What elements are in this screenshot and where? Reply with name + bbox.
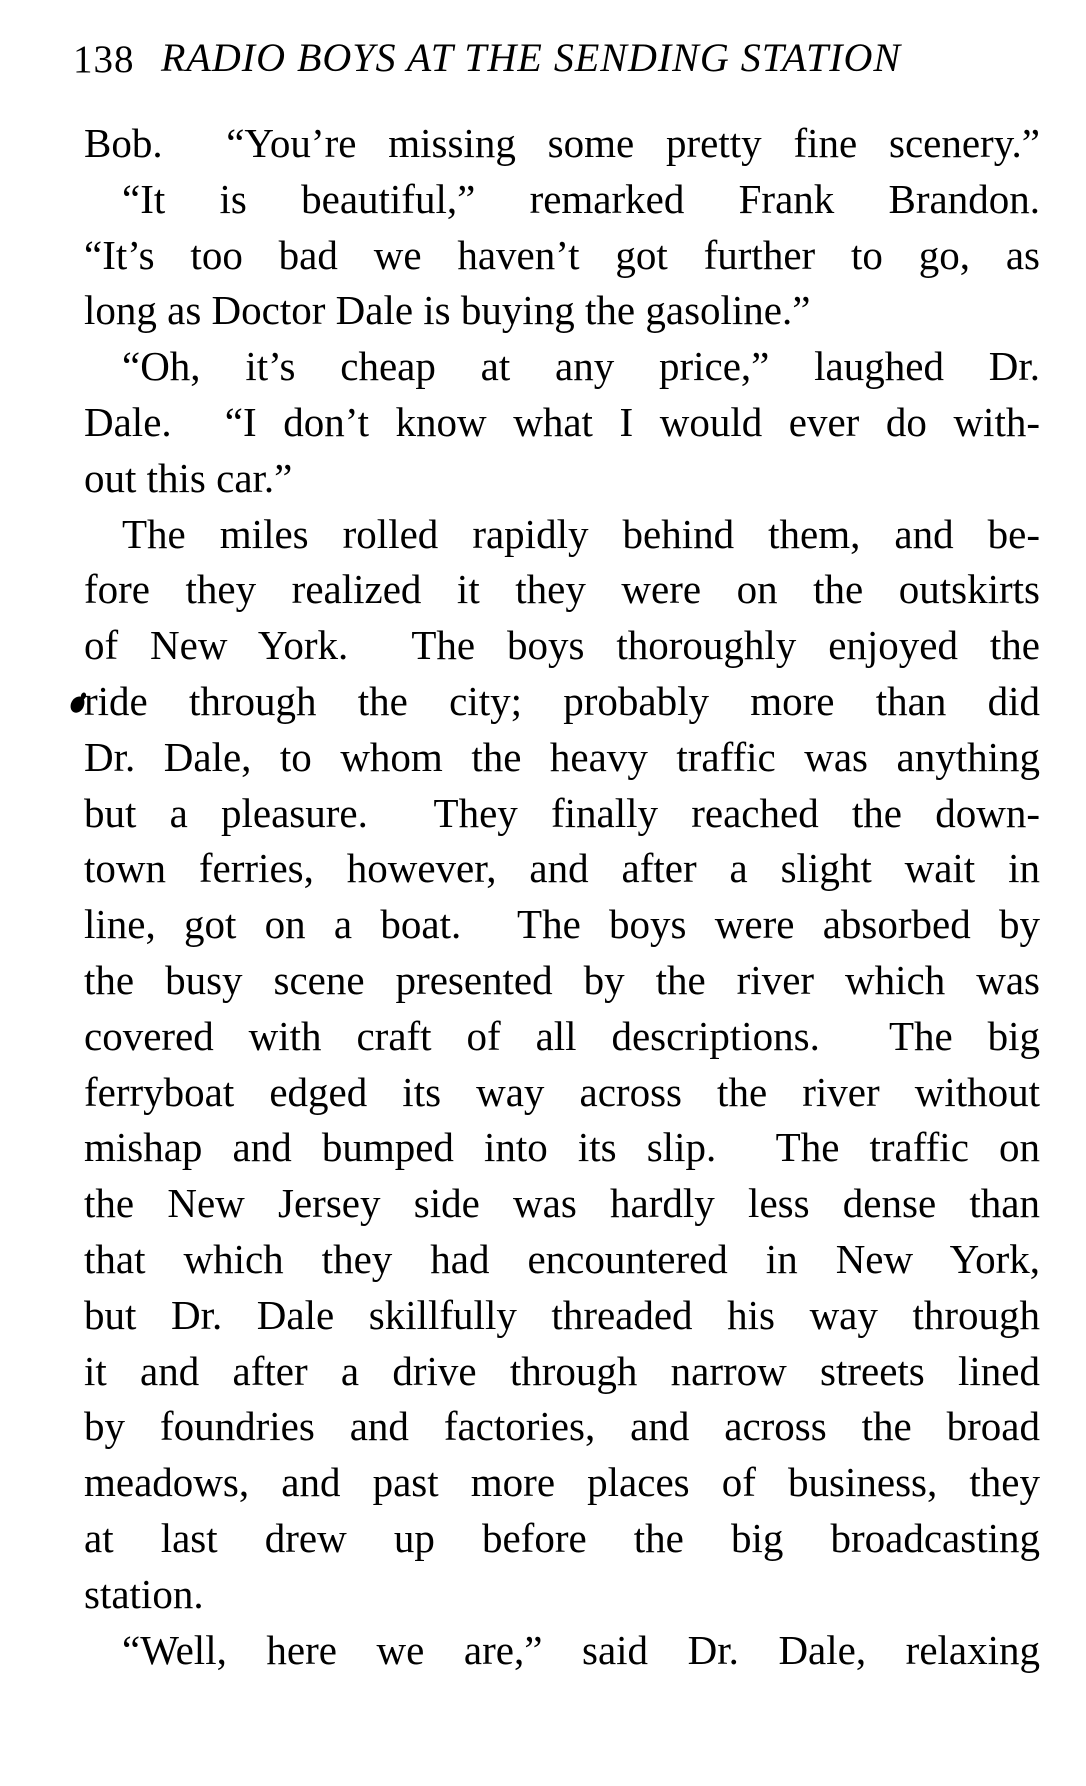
text-line: but Dr. Dale skillfully threaded his way through — [84, 1291, 1040, 1338]
text-line: “It is beautiful,” remarked Frank Brandon. — [122, 175, 1040, 222]
text-line: Dr. Dale, to whom the heavy traffic was anything — [84, 733, 1040, 780]
text-line: fore they realized it they were on the outskirts — [84, 566, 1040, 613]
running-head — [73, 36, 1046, 84]
text-line: station. — [84, 1570, 204, 1617]
text-line: meadows, and past more places of business, they — [84, 1459, 1040, 1506]
text-line: out this car.” — [84, 454, 293, 501]
text-line: at last drew up before the big broadcasting — [84, 1514, 1040, 1561]
text-line: the New Jersey side was hardly less dense than — [84, 1180, 1040, 1227]
text-line: by foundries and factories, and across the broad — [84, 1403, 1040, 1450]
text-line: “It’s too bad we haven’t got further to go, as — [84, 231, 1040, 278]
text-line: ride through the city; probably more than did — [84, 677, 1040, 724]
text-line: The miles rolled rapidly behind them, and be- — [122, 510, 1040, 557]
running-title: RADIO BOYS AT THE SENDING STATION — [161, 35, 902, 80]
page-body-text — [84, 116, 1040, 1678]
text-line: the busy scene presented by the river which was — [84, 956, 1040, 1003]
text-line: covered with craft of all descriptions. The big — [84, 1012, 1040, 1059]
text-line: that which they had encountered in New York, — [84, 1235, 1040, 1282]
text-line: Bob. “You’re missing some pretty fine scenery.” — [84, 120, 1040, 166]
text-line: town ferries, however, and after a slight wait in — [84, 845, 1040, 892]
text-line: line, got on a boat. The boys were absorbed by — [84, 901, 1040, 948]
text-line: ferryboat edged its way across the river without — [84, 1068, 1040, 1115]
text-line: “Oh, it’s cheap at any price,” laughed Dr. — [122, 343, 1040, 390]
text-line: it and after a drive through narrow streets lined — [84, 1347, 1040, 1394]
text-line: “Well, here we are,” said Dr. Dale, relaxing — [122, 1626, 1040, 1673]
text-line: mishap and bumped into its slip. The traffic on — [84, 1124, 1040, 1171]
page-number: 138 — [73, 38, 135, 81]
text-line: of New York. The boys thoroughly enjoyed the — [84, 622, 1040, 669]
text-line: long as Doctor Dale is buying the gasoline.” — [84, 287, 811, 334]
text-line: but a pleasure. They finally reached the down- — [84, 789, 1040, 836]
text-line: Dale. “I don’t know what I would ever do with- — [84, 398, 1040, 445]
